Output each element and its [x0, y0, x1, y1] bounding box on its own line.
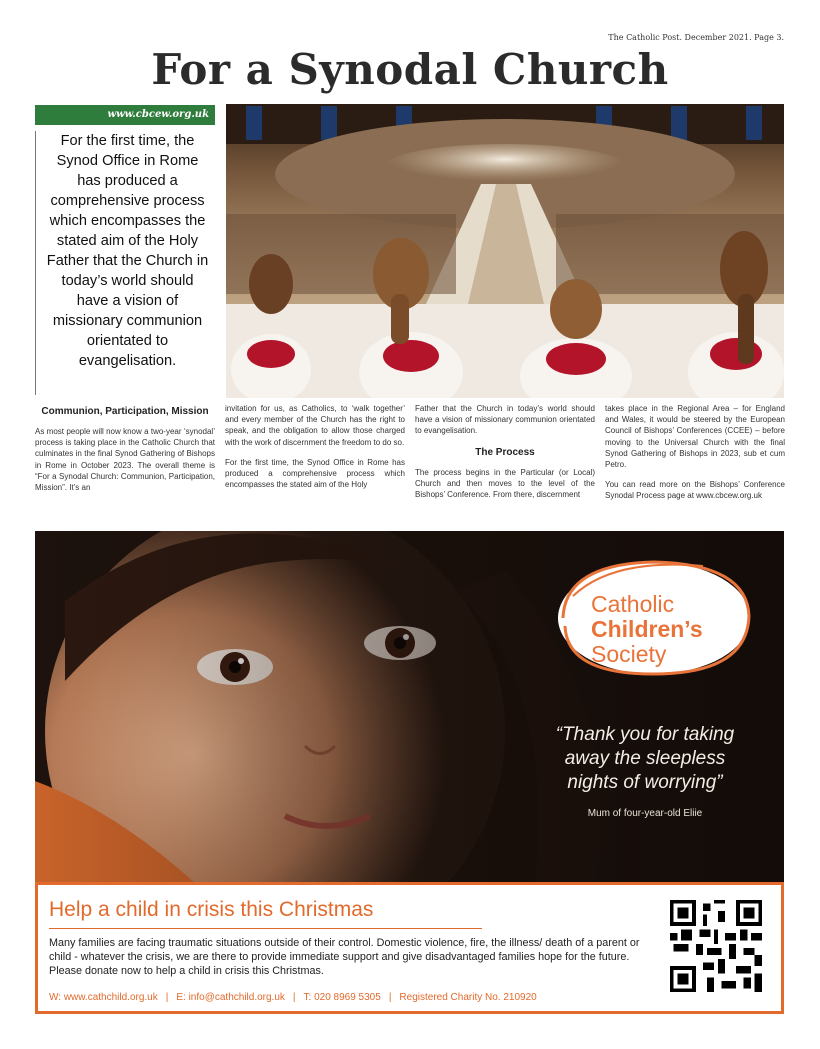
article-paragraph: takes place in the Regional Area – for England and Wales, it would be steered by the European Council of Bishops’ Conferences (CCEE) – before moving to the Universal Church with the final Synod Gathering of Bishops in 2023, sub et cum Petro. — [605, 404, 785, 470]
phone-number[interactable]: T: 020 8969 5305 — [303, 992, 381, 1003]
article-paragraph: invitation for us, as Catholics, to ‘walk together’ and every member of the Church has the right to speak, and the obligation to allow those charged with the work of discernment the freedom to do so. — [225, 404, 405, 447]
article-paragraph: As most people will now know a two-year ‘synodal’ process is taking place in the Catholic Church that culminates in the final Synod Gathering of Bishops in Rome in October 2023. The overall theme is “For a Synodal Church: Communion, Participation, Mission”. It’s an — [35, 427, 215, 493]
subheading-process: The Process — [475, 446, 535, 458]
article-column-4 — [605, 403, 785, 511]
logo-text-society: Society — [591, 641, 667, 667]
subheading-communion: Communion, Participation, Mission — [41, 406, 209, 417]
charity-logo[interactable] — [591, 593, 703, 666]
cathedral-photo — [226, 104, 784, 398]
article-paragraph: You can read more on the Bishops’ Conference Synodal Process page at www.cbcew.org.uk — [605, 480, 785, 501]
quote-attribution: Mum of four-year-old Eliie — [587, 808, 703, 819]
logo-text-childrens: Children’s — [591, 616, 703, 642]
article-paragraph: The process begins in the Particular (or Local) Church and then moves to the level of the Bishops’ Conference. From there, discernment — [415, 467, 595, 500]
email-link[interactable]: E: info@cathchild.org.uk — [176, 992, 285, 1003]
ad-body-text: Many families are facing traumatic situations outside of their control. Domestic violence, fire, the illness/ death of a parent or child - whatever the crisis, we are there to provide immediate support and give disadvantaged families hope for the future. Please donate now to help a child in crisis this Christmas. — [49, 937, 640, 977]
quote-line: away the sleepless — [564, 748, 726, 769]
charity-advert — [35, 531, 784, 1014]
divider — [49, 928, 482, 929]
qr-code-icon[interactable] — [670, 900, 762, 992]
page-header-info: The Catholic Post. December 2021. Page 3. — [608, 33, 784, 42]
website-banner[interactable]: www.cbcew.org.uk — [35, 105, 215, 125]
logo-text-catholic: Catholic — [591, 591, 675, 617]
page-title: For a Synodal Church — [151, 45, 669, 94]
contact-line: W: www.cathchild.org.uk | E: info@cathchild.org.uk | T: 020 8969 5305 | Registered Charity No. 210920 — [49, 992, 537, 1003]
testimonial-quote — [535, 723, 755, 795]
ad-headline: Help a child in crisis this Christmas — [49, 898, 374, 921]
website-link[interactable]: W: www.cathchild.org.uk — [49, 992, 158, 1003]
article-body — [35, 403, 784, 523]
charity-number: Registered Charity No. 210920 — [399, 992, 537, 1003]
article-paragraph: Father that the Church in today’s world should have a vision of missionary communion orientated to evangelisation. — [415, 404, 595, 436]
article-column-1 — [35, 403, 215, 502]
article-column-3 — [415, 403, 595, 509]
donation-panel — [35, 882, 784, 1014]
quote-line: nights of worrying” — [567, 772, 723, 793]
article-column-2 — [225, 403, 405, 499]
quote-line: “Thank you for taking — [555, 724, 735, 745]
pull-quote: For the first time, the Synod Office in Rome has produced a comprehensive process which encompasses the stated aim of the Holy Father that the Church in today’s world should have a vision of missionary communion orientated to evangelisation. — [35, 131, 215, 395]
article-paragraph: For the first time, the Synod Office in Rome has produced a comprehensive process which encompasses the stated aim of the Holy — [225, 457, 405, 490]
